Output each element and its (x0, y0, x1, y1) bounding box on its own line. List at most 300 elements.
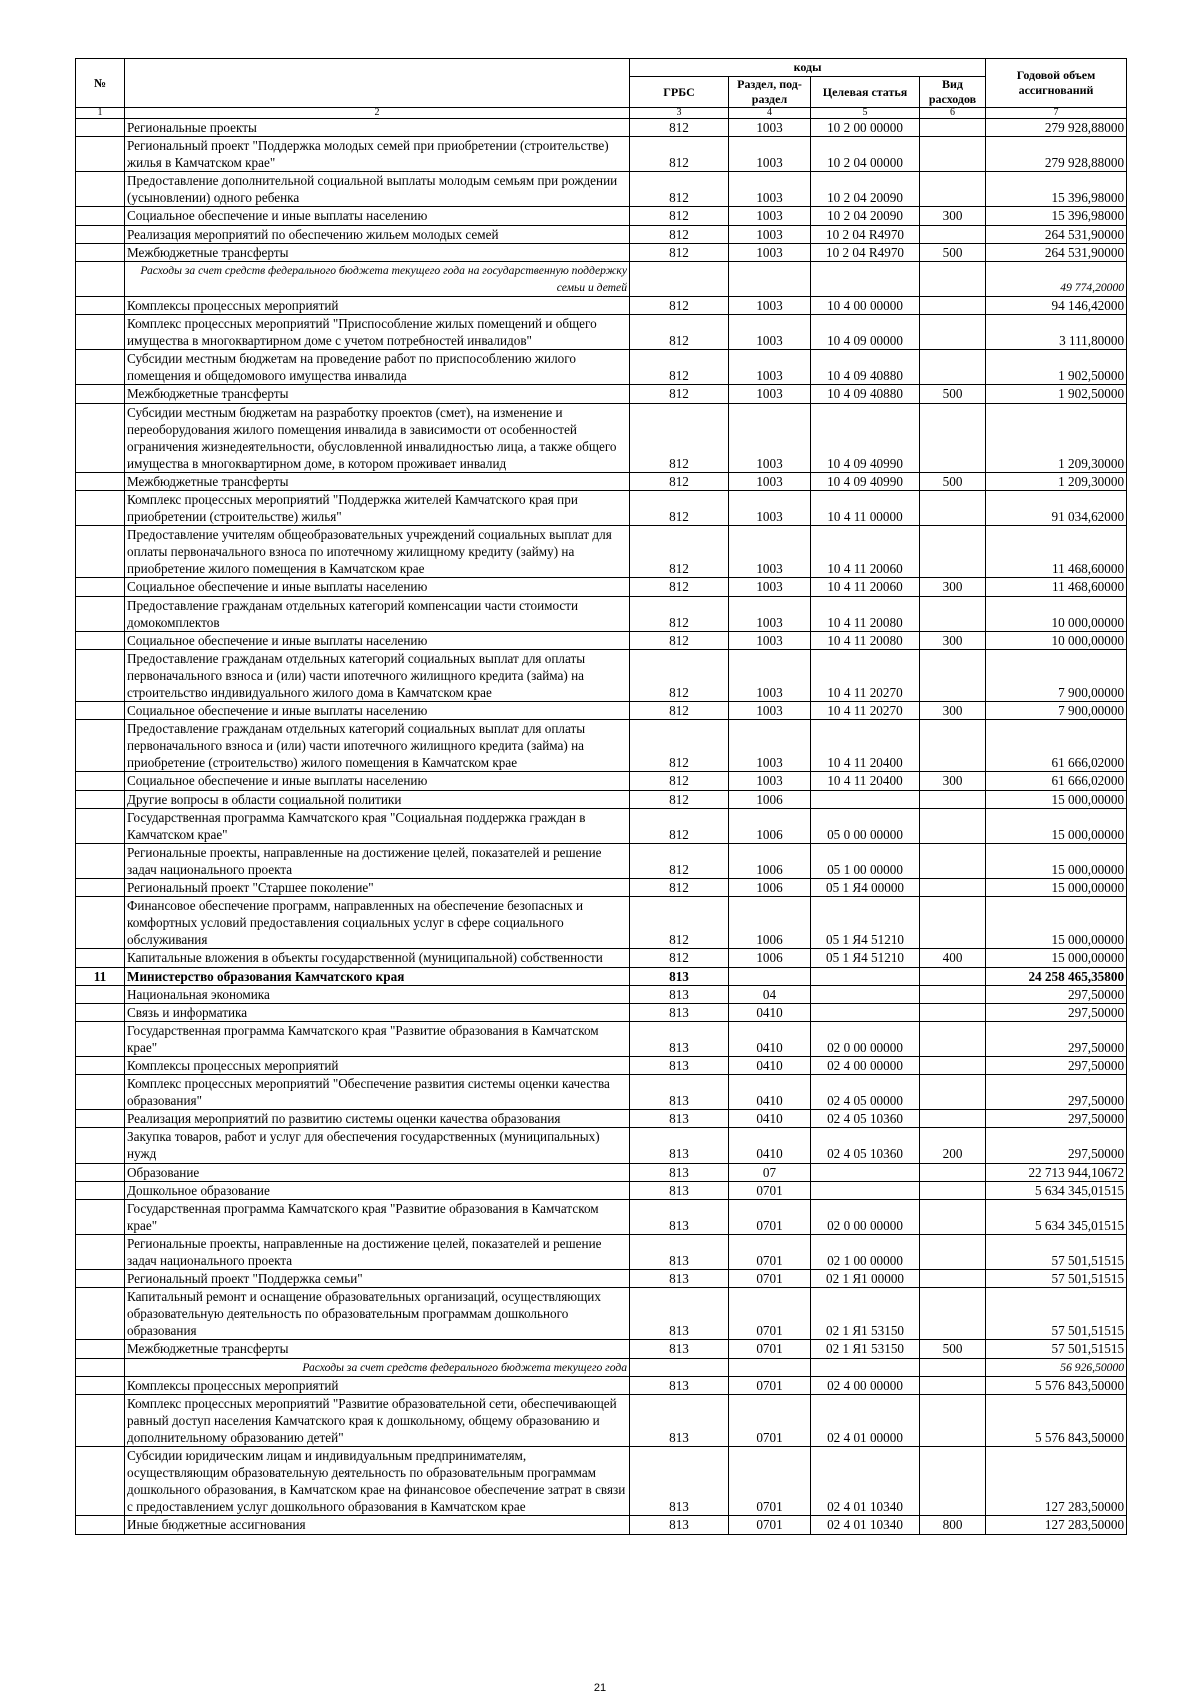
table-row (76, 1288, 1127, 1340)
page-number: 21 (593, 1682, 607, 1694)
row-name: Субсидии местным бюджетам на разработку проектов (смет), на изменение и переоборудования жилого помещения инвалида в зависимости от особенностей ограничения жизнедеятельности, обусловленной инвалидностью лица, а также общего имущества в многоквартирном доме, в котором проживает инвалид (125, 403, 630, 472)
table-row (76, 808, 1127, 843)
row-grbs: 813 (630, 1376, 729, 1394)
row-kind (920, 119, 986, 137)
row-amount: 94 146,42000 (986, 296, 1127, 314)
row-target: 10 4 11 20060 (811, 578, 920, 596)
row-name: Межбюджетные трансферты (125, 1340, 630, 1358)
row-number (76, 702, 125, 720)
row-section: 1006 (729, 879, 811, 897)
row-section: 0701 (729, 1270, 811, 1288)
row-amount: 297,50000 (986, 1056, 1127, 1074)
row-number (76, 1234, 125, 1269)
table-row (76, 243, 1127, 261)
row-grbs: 812 (630, 490, 729, 525)
row-name: Социальное обеспечение и иные выплаты населению (125, 207, 630, 225)
row-kind (920, 403, 986, 472)
row-amount: 127 283,50000 (986, 1447, 1127, 1516)
table-row (76, 1234, 1127, 1269)
row-name: Социальное обеспечение и иные выплаты населению (125, 578, 630, 596)
row-name: Реализация мероприятий по обеспечению жильем молодых семей (125, 225, 630, 243)
table-row (76, 1447, 1127, 1516)
row-kind (920, 985, 986, 1003)
row-kind (920, 350, 986, 385)
row-amount: 297,50000 (986, 1003, 1127, 1021)
row-section: 1006 (729, 790, 811, 808)
table-row (76, 1056, 1127, 1074)
row-grbs: 813 (630, 967, 729, 985)
row-amount: 1 209,30000 (986, 403, 1127, 472)
row-number (76, 1128, 125, 1163)
table-row (76, 1128, 1127, 1163)
row-grbs: 813 (630, 1163, 729, 1181)
row-target: 10 4 11 20270 (811, 649, 920, 701)
row-amount: 279 928,88000 (986, 119, 1127, 137)
row-name: Дошкольное образование (125, 1181, 630, 1199)
row-amount: 1 902,50000 (986, 385, 1127, 403)
row-target: 02 4 01 00000 (811, 1394, 920, 1446)
row-grbs: 812 (630, 808, 729, 843)
row-name: Предоставление гражданам отдельных категорий социальных выплат для оплаты первоначального взноса и (или) части ипотечного жилищного кредита (займа) на строительство индивидуального жилого дома в Камчатском крае (125, 649, 630, 701)
row-amount: 5 576 843,50000 (986, 1394, 1127, 1446)
row-kind (920, 897, 986, 949)
row-target: 10 2 04 20090 (811, 172, 920, 207)
row-grbs: 812 (630, 720, 729, 772)
note-row (76, 1358, 1127, 1376)
row-name: Капитальные вложения в объекты государственной (муниципальной) собственности (125, 949, 630, 967)
row-number (76, 1163, 125, 1181)
row-name: Региональный проект "Поддержка молодых семей при приобретении (строительстве) жилья в Камчатском крае" (125, 137, 630, 172)
table-row (76, 137, 1127, 172)
row-kind (920, 649, 986, 701)
row-name: Государственная программа Камчатского края "Развитие образования в Камчатском крае" (125, 1199, 630, 1234)
row-section: 0701 (729, 1181, 811, 1199)
row-target (811, 1358, 920, 1376)
row-grbs: 813 (630, 1340, 729, 1358)
table-row (76, 649, 1127, 701)
row-number (76, 631, 125, 649)
row-grbs: 813 (630, 1181, 729, 1199)
row-target: 10 4 11 20080 (811, 596, 920, 631)
row-grbs: 813 (630, 1075, 729, 1110)
row-section: 1003 (729, 631, 811, 649)
row-target: 10 4 11 20270 (811, 702, 920, 720)
row-amount: 15 000,00000 (986, 879, 1127, 897)
row-amount: 297,50000 (986, 985, 1127, 1003)
row-number (76, 1358, 125, 1376)
row-number (76, 879, 125, 897)
row-name: Социальное обеспечение и иные выплаты населению (125, 702, 630, 720)
row-amount: 264 531,90000 (986, 225, 1127, 243)
row-number (76, 578, 125, 596)
table-row (76, 1270, 1127, 1288)
row-section: 1003 (729, 490, 811, 525)
row-kind: 300 (920, 772, 986, 790)
row-grbs: 813 (630, 1234, 729, 1269)
row-name: Социальное обеспечение и иные выплаты населению (125, 772, 630, 790)
row-amount: 5 576 843,50000 (986, 1376, 1127, 1394)
row-kind (920, 1199, 986, 1234)
row-target: 02 4 05 00000 (811, 1075, 920, 1110)
header-name (125, 59, 630, 108)
row-kind: 200 (920, 1128, 986, 1163)
row-kind: 500 (920, 385, 986, 403)
row-number (76, 843, 125, 878)
row-number (76, 1447, 125, 1516)
row-target: 02 0 00 00000 (811, 1199, 920, 1234)
row-amount: 10 000,00000 (986, 596, 1127, 631)
row-section: 1006 (729, 808, 811, 843)
row-number (76, 808, 125, 843)
row-name: Региональные проекты, направленные на достижение целей, показателей и решение задач национального проекта (125, 1234, 630, 1269)
row-section (729, 1358, 811, 1376)
row-kind (920, 1021, 986, 1056)
row-name: Закупка товаров, работ и услуг для обеспечения государственных (муниципальных) нужд (125, 1128, 630, 1163)
row-name: Предоставление гражданам отдельных категорий социальных выплат для оплаты первоначального взноса и (или) части ипотечного жилищного кредита (займа) на приобретение (строительство) жилого помещения в Камчатском крае (125, 720, 630, 772)
row-number (76, 1021, 125, 1056)
row-name: Образование (125, 1163, 630, 1181)
row-kind (920, 296, 986, 314)
row-grbs: 812 (630, 631, 729, 649)
row-amount: 279 928,88000 (986, 137, 1127, 172)
note-row (76, 261, 1127, 296)
row-grbs: 812 (630, 790, 729, 808)
row-section: 1003 (729, 403, 811, 472)
row-target: 02 1 Я1 53150 (811, 1288, 920, 1340)
row-number (76, 790, 125, 808)
row-name: Комплексы процессных мероприятий (125, 1056, 630, 1074)
row-target: 02 1 Я1 53150 (811, 1340, 920, 1358)
table-row (76, 1075, 1127, 1110)
table-row (76, 385, 1127, 403)
row-target: 02 4 05 10360 (811, 1110, 920, 1128)
row-target: 10 4 11 00000 (811, 490, 920, 525)
row-kind (920, 225, 986, 243)
table-row (76, 403, 1127, 472)
header-kind: Вид расходов (920, 77, 986, 108)
row-target (811, 1181, 920, 1199)
row-number (76, 596, 125, 631)
row-amount: 15 000,00000 (986, 897, 1127, 949)
row-grbs: 813 (630, 985, 729, 1003)
row-section (729, 967, 811, 985)
row-amount: 1 902,50000 (986, 350, 1127, 385)
table-row (76, 578, 1127, 596)
row-target: 10 4 09 40880 (811, 350, 920, 385)
row-amount: 22 713 944,10672 (986, 1163, 1127, 1181)
row-amount: 57 501,51515 (986, 1234, 1127, 1269)
row-grbs: 813 (630, 1394, 729, 1446)
table-row (76, 1181, 1127, 1199)
row-target: 10 4 00 00000 (811, 296, 920, 314)
row-name: Комплекс процессных мероприятий "Приспособление жилых помещений и общего имущества в многоквартирном доме с учетом потребностей инвалидов" (125, 315, 630, 350)
row-section: 0701 (729, 1376, 811, 1394)
table-row (76, 1340, 1127, 1358)
row-name: Расходы за счет средств федерального бюджета текущего года (125, 1358, 630, 1376)
row-number (76, 296, 125, 314)
row-amount: 5 634 345,01515 (986, 1199, 1127, 1234)
row-amount: 24 258 465,35800 (986, 967, 1127, 985)
row-grbs: 812 (630, 879, 729, 897)
row-section: 07 (729, 1163, 811, 1181)
row-grbs: 812 (630, 949, 729, 967)
row-section (729, 261, 811, 296)
row-kind (920, 879, 986, 897)
row-name: Межбюджетные трансферты (125, 385, 630, 403)
row-grbs: 812 (630, 137, 729, 172)
row-kind (920, 1056, 986, 1074)
row-number (76, 897, 125, 949)
row-amount: 15 000,00000 (986, 808, 1127, 843)
row-kind (920, 172, 986, 207)
row-section: 0701 (729, 1516, 811, 1534)
row-grbs: 813 (630, 1110, 729, 1128)
row-name: Расходы за счет средств федерального бюджета текущего года на государственную поддержку семьи и детей (125, 261, 630, 296)
row-name: Предоставление дополнительной социальной выплаты молодым семьям при рождении (усыновлении) одного ребенка (125, 172, 630, 207)
row-name: Комплексы процессных мероприятий (125, 1376, 630, 1394)
row-amount: 7 900,00000 (986, 649, 1127, 701)
row-grbs: 812 (630, 702, 729, 720)
row-kind: 800 (920, 1516, 986, 1534)
table-row (76, 172, 1127, 207)
row-number (76, 1075, 125, 1110)
row-kind (920, 261, 986, 296)
row-grbs (630, 1358, 729, 1376)
row-grbs: 813 (630, 1056, 729, 1074)
row-section: 1003 (729, 772, 811, 790)
header-section: Раздел, под-раздел (729, 77, 811, 108)
row-number (76, 472, 125, 490)
row-target: 05 1 Я4 51210 (811, 897, 920, 949)
row-target: 05 1 Я4 00000 (811, 879, 920, 897)
row-section: 0410 (729, 1056, 811, 1074)
table-row (76, 772, 1127, 790)
budget-table (75, 58, 1127, 1535)
row-kind (920, 1110, 986, 1128)
row-target: 02 4 00 00000 (811, 1376, 920, 1394)
row-amount: 15 396,98000 (986, 207, 1127, 225)
row-amount: 15 000,00000 (986, 790, 1127, 808)
row-target: 10 2 04 20090 (811, 207, 920, 225)
header-codes: коды (630, 59, 986, 77)
row-kind (920, 1270, 986, 1288)
row-number (76, 119, 125, 137)
row-amount: 49 774,20000 (986, 261, 1127, 296)
row-amount: 11 468,60000 (986, 526, 1127, 578)
row-section: 0701 (729, 1199, 811, 1234)
row-section: 0410 (729, 1075, 811, 1110)
row-number (76, 225, 125, 243)
row-target: 02 1 00 00000 (811, 1234, 920, 1269)
table-row (76, 296, 1127, 314)
row-amount: 57 501,51515 (986, 1340, 1127, 1358)
row-grbs: 812 (630, 243, 729, 261)
row-name: Национальная экономика (125, 985, 630, 1003)
row-section: 0410 (729, 1128, 811, 1163)
row-grbs: 812 (630, 526, 729, 578)
row-number (76, 1199, 125, 1234)
row-kind: 300 (920, 702, 986, 720)
col-number: 5 (811, 108, 920, 119)
table-row (76, 596, 1127, 631)
row-kind (920, 1376, 986, 1394)
row-section: 1003 (729, 296, 811, 314)
row-name: Комплекс процессных мероприятий "Развитие образовательной сети, обеспечивающей равный доступ населения Камчатского края к дошкольному, общему образованию и дополнительному образованию детей" (125, 1394, 630, 1446)
row-target: 10 2 04 00000 (811, 137, 920, 172)
row-section: 1003 (729, 526, 811, 578)
table-row (76, 702, 1127, 720)
row-name: Региональные проекты, направленные на достижение целей, показателей и решение задач национального проекта (125, 843, 630, 878)
row-number (76, 1394, 125, 1446)
row-kind (920, 1394, 986, 1446)
table-row (76, 631, 1127, 649)
row-kind (920, 490, 986, 525)
row-number (76, 649, 125, 701)
row-section: 0701 (729, 1288, 811, 1340)
row-kind (920, 1358, 986, 1376)
row-name: Региональный проект "Старшее поколение" (125, 879, 630, 897)
row-kind (920, 1181, 986, 1199)
row-grbs: 813 (630, 1516, 729, 1534)
row-number (76, 985, 125, 1003)
row-name: Другие вопросы в области социальной политики (125, 790, 630, 808)
row-target (811, 985, 920, 1003)
row-grbs: 813 (630, 1021, 729, 1056)
row-grbs: 813 (630, 1199, 729, 1234)
row-target: 10 4 09 40990 (811, 403, 920, 472)
row-amount: 297,50000 (986, 1075, 1127, 1110)
row-kind (920, 808, 986, 843)
row-number (76, 172, 125, 207)
row-target (811, 1163, 920, 1181)
table-row (76, 490, 1127, 525)
row-section: 1003 (729, 578, 811, 596)
row-grbs: 812 (630, 172, 729, 207)
row-section: 1003 (729, 720, 811, 772)
row-section: 0701 (729, 1394, 811, 1446)
header-amount: Годовой объем ассигнований (986, 59, 1127, 108)
row-section: 1003 (729, 225, 811, 243)
row-name: Региональные проекты (125, 119, 630, 137)
row-grbs: 812 (630, 772, 729, 790)
row-section: 1006 (729, 949, 811, 967)
row-kind (920, 315, 986, 350)
row-target: 05 0 00 00000 (811, 808, 920, 843)
row-grbs: 812 (630, 315, 729, 350)
row-name: Реализация мероприятий по развитию системы оценки качества образования (125, 1110, 630, 1128)
row-number (76, 261, 125, 296)
row-name: Капитальный ремонт и оснащение образовательных организаций, осуществляющих образовательную деятельность по образовательным программам дошкольного образования (125, 1288, 630, 1340)
row-section: 0410 (729, 1003, 811, 1021)
row-number (76, 490, 125, 525)
table-row (76, 1110, 1127, 1128)
row-section: 1003 (729, 243, 811, 261)
row-number (76, 1003, 125, 1021)
table-row (76, 1516, 1127, 1534)
row-kind: 500 (920, 243, 986, 261)
row-kind (920, 596, 986, 631)
row-kind (920, 1288, 986, 1340)
row-grbs: 812 (630, 207, 729, 225)
row-amount: 264 531,90000 (986, 243, 1127, 261)
table-row (76, 315, 1127, 350)
row-grbs: 812 (630, 296, 729, 314)
row-kind (920, 1163, 986, 1181)
row-amount: 297,50000 (986, 1128, 1127, 1163)
row-target: 02 1 Я1 00000 (811, 1270, 920, 1288)
row-grbs: 813 (630, 1003, 729, 1021)
row-target: 02 0 00 00000 (811, 1021, 920, 1056)
col-number: 3 (630, 108, 729, 119)
col-number: 4 (729, 108, 811, 119)
row-section: 1003 (729, 172, 811, 207)
row-section: 1003 (729, 137, 811, 172)
row-amount: 127 283,50000 (986, 1516, 1127, 1534)
row-grbs: 812 (630, 350, 729, 385)
row-amount: 57 501,51515 (986, 1270, 1127, 1288)
row-grbs: 812 (630, 843, 729, 878)
table-row (76, 720, 1127, 772)
row-kind: 300 (920, 207, 986, 225)
row-kind (920, 967, 986, 985)
row-number (76, 526, 125, 578)
row-name: Региональный проект "Поддержка семьи" (125, 1270, 630, 1288)
table-row (76, 843, 1127, 878)
row-target: 10 4 09 40990 (811, 472, 920, 490)
col-number: 7 (986, 108, 1127, 119)
row-section: 1003 (729, 350, 811, 385)
row-target: 10 2 00 00000 (811, 119, 920, 137)
row-grbs: 813 (630, 1447, 729, 1516)
row-target: 10 4 11 20400 (811, 720, 920, 772)
row-target: 10 4 11 20400 (811, 772, 920, 790)
row-name: Комплексы процессных мероприятий (125, 296, 630, 314)
table-row (76, 1163, 1127, 1181)
row-kind (920, 720, 986, 772)
row-name: Предоставление гражданам отдельных категорий компенсации части стоимости домокомплектов (125, 596, 630, 631)
row-target (811, 967, 920, 985)
row-number (76, 385, 125, 403)
col-number: 2 (125, 108, 630, 119)
row-section: 1003 (729, 315, 811, 350)
row-name: Субсидии местным бюджетам на проведение работ по приспособлению жилого помещения и общедомового имущества инвалида (125, 350, 630, 385)
row-number (76, 350, 125, 385)
table-row (76, 119, 1127, 137)
row-target: 10 2 04 R4970 (811, 225, 920, 243)
row-grbs: 813 (630, 1288, 729, 1340)
row-amount: 297,50000 (986, 1110, 1127, 1128)
row-number (76, 1270, 125, 1288)
header-num: № (76, 59, 125, 108)
row-number (76, 1288, 125, 1340)
row-amount: 7 900,00000 (986, 702, 1127, 720)
row-name: Комплекс процессных мероприятий "Поддержка жителей Камчатского края при приобретении (строительстве) жилья" (125, 490, 630, 525)
row-number (76, 720, 125, 772)
row-amount: 1 209,30000 (986, 472, 1127, 490)
row-number (76, 403, 125, 472)
row-grbs: 812 (630, 385, 729, 403)
row-number (76, 949, 125, 967)
row-amount: 11 468,60000 (986, 578, 1127, 596)
row-target: 05 1 Я4 51210 (811, 949, 920, 967)
col-number: 1 (76, 108, 125, 119)
row-kind (920, 790, 986, 808)
row-amount: 3 111,80000 (986, 315, 1127, 350)
col-number: 6 (920, 108, 986, 119)
table-row (76, 879, 1127, 897)
row-amount: 56 926,50000 (986, 1358, 1127, 1376)
row-kind: 400 (920, 949, 986, 967)
